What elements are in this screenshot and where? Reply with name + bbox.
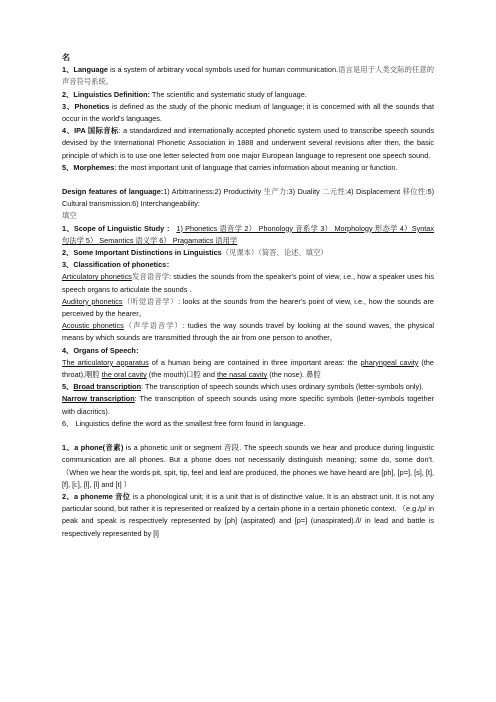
item-number: 4、 <box>62 345 74 355</box>
word-definition: 6、 Linguistics define the word as the smallest free form found in language. <box>62 418 306 428</box>
organs-text: (the throat),咽腔 <box>62 357 434 380</box>
phonetics-zh: 发音语音学 <box>131 272 170 282</box>
item-label: a phoneme 音位 <box>73 491 131 501</box>
term-number: 1、 <box>62 65 74 75</box>
organs-text: (the nose). 鼻腔 <box>267 370 321 380</box>
term-name: Morphemes <box>73 162 115 172</box>
term-name: Linguistics Definition: <box>73 89 150 99</box>
item-label: a phone(音素) <box>74 443 124 453</box>
distinctions <box>62 247 434 259</box>
term-number: 5、 <box>62 162 74 172</box>
classification <box>62 259 434 271</box>
term-phonetics <box>62 101 434 125</box>
term-linguistics <box>62 89 434 101</box>
term-number: 3、 <box>62 101 75 111</box>
transcription-body: : The transcription of speech sounds using more specific symbols (letter-symbols together with diacritics). <box>62 394 434 416</box>
organs-term: The articulatory apparatus <box>62 357 149 367</box>
term-name: Language <box>73 65 108 75</box>
design-zh: 二元性 <box>322 187 346 197</box>
organs-text: (the mouth)口腔 and <box>146 370 217 380</box>
item-label: Scope of Linguistic Study ： <box>73 223 175 233</box>
design-text: :4) Displacement <box>345 187 401 197</box>
term-name: IPA 国际音标 <box>74 126 119 136</box>
item-label: Classification of phonetics： <box>73 260 174 270</box>
narrow-transcription <box>62 393 434 417</box>
item-number: 1、 <box>62 443 75 453</box>
phonetics-body: : looks at the sounds from the hearer's point of view, i.e., how the sounds are perceived by the hearer。 <box>62 296 434 319</box>
design-text: :5) Cultural transmission:6) Interchangeability: <box>62 187 435 209</box>
phonetics-term: Auditory phonetics <box>62 296 123 306</box>
scope-of-study <box>62 223 434 247</box>
organs-term: the nasal cavity <box>216 370 268 380</box>
auditory-phonetics <box>62 296 434 320</box>
organs-term: the oral cavity <box>101 370 147 380</box>
term-number: 2、 <box>62 89 74 99</box>
term-ipa <box>62 125 434 162</box>
term-chinese: 语言是用于人类交际的任意的声音符号系统。 <box>62 65 435 87</box>
organs-body <box>62 357 434 381</box>
item-number: 1、 <box>62 223 74 233</box>
scope-list: 1) Phonetics 语音学 2） Phonology 音系学 3） Morphology 形态学 4）Syntax 句法学 5） Semantics 语义学 6） Pragamatics 语用学 <box>62 223 435 245</box>
phonetics-zh: （听觉语音学） <box>122 296 179 306</box>
organs-term: pharyngeal cavity <box>360 357 419 367</box>
design-features-label: Design features of language: <box>62 187 164 197</box>
term-body: is a system of arbitrary vocal symbols used for human communication. <box>108 65 339 75</box>
transcription-body: : The transcription of speech sounds which uses ordinary symbols (letter-symbols only). <box>141 382 424 392</box>
fill-blank-heading: 填空 <box>62 211 77 221</box>
item-note: （见课本）（简答、论述、填空） <box>221 248 328 258</box>
page-heading: 名 <box>62 53 70 62</box>
phonetics-body: : studies the sounds from the speaker's point of view, i.e., how a speaker uses his speech organs to articulate the sounds . <box>62 272 434 294</box>
item-number: 2、 <box>62 491 74 501</box>
organs-text: of a human being are contained in three important areas: the <box>148 357 361 367</box>
design-zh: 生产力 <box>263 187 287 197</box>
term-number: 4、 <box>62 126 75 136</box>
item-number: 5、 <box>62 382 74 392</box>
transcription-term: Narrow transcription <box>62 394 135 404</box>
design-features <box>62 186 434 210</box>
item-number: 3、 <box>62 260 74 270</box>
phonetics-zh: （声学语音学） <box>123 321 183 331</box>
phoneme-body: is a phonological unit; it is a unit that is of distinctive value. It is an abstract unit. It is not any particular sound, but rather it is represented or realized by a certain phone in a certain phonetic context. （e.g./p/ in peak and speak is respectively represented by [ph] (aspirated) and [p=] (unaspirated)./l/ in lead and battle is respectively represented by [l] <box>62 491 435 538</box>
transcription-term: Broad transcription <box>73 382 142 392</box>
item-label: Organs of Speech： <box>73 345 144 355</box>
articulatory-phonetics <box>62 271 434 295</box>
phone-body: is a phonetic unit or segment 音段. The speech sounds we hear and produce during linguistic communication are all phones. But a phone does not necessarily distinguish meaning; some do, some don't. （When we hear the words pit, spit, tip, feel and leaf are produced, the phones we have heard are [ph], [p=], [s], [t], [f], [i:], [l], [l] and [t] ） <box>62 443 434 489</box>
term-morphemes <box>62 162 434 174</box>
term-body: The scientific and systematic study of language. <box>149 89 307 99</box>
design-text: :3) Duality <box>286 187 320 197</box>
term-body: : a standardized and internationally accepted phonetic system used to transcribe speech sounds devised by the International Phonetic Association in 1888 and underwent several revisions after then, the basic principle of which is to use one letter selected from one major European language to represent one speech sound. <box>62 126 434 160</box>
document-page <box>62 52 434 540</box>
term-body: : the most important unit of language that carries information about meaning or function. <box>114 162 398 172</box>
broad-transcription <box>62 381 434 393</box>
acoustic-phonetics <box>62 320 434 344</box>
term-language <box>62 64 434 88</box>
phoneme-definition <box>62 491 434 540</box>
organs-heading <box>62 345 434 357</box>
term-name: Phonetics <box>74 101 110 111</box>
phonetics-term: Acoustic phonetics <box>62 321 124 331</box>
phone-definition <box>62 442 434 491</box>
design-zh: 移位性 <box>402 187 426 197</box>
phonetics-term: Articulatory phonetics <box>62 272 132 282</box>
design-text: 1) Arbitrariness:2) Productivity <box>163 187 262 197</box>
phonetics-body: : tudies the way sounds travel by looking at the sound waves, the physical means by which sounds are transmitted through the air from one person to another。 <box>62 321 434 343</box>
term-body: is defined as the study of the phonic medium of language; it is concerned with all the sounds that occur in the world's languages. <box>62 101 434 124</box>
item-number: 2、 <box>62 248 74 258</box>
item-label: Some Important Distinctions in Linguistics <box>73 248 222 258</box>
